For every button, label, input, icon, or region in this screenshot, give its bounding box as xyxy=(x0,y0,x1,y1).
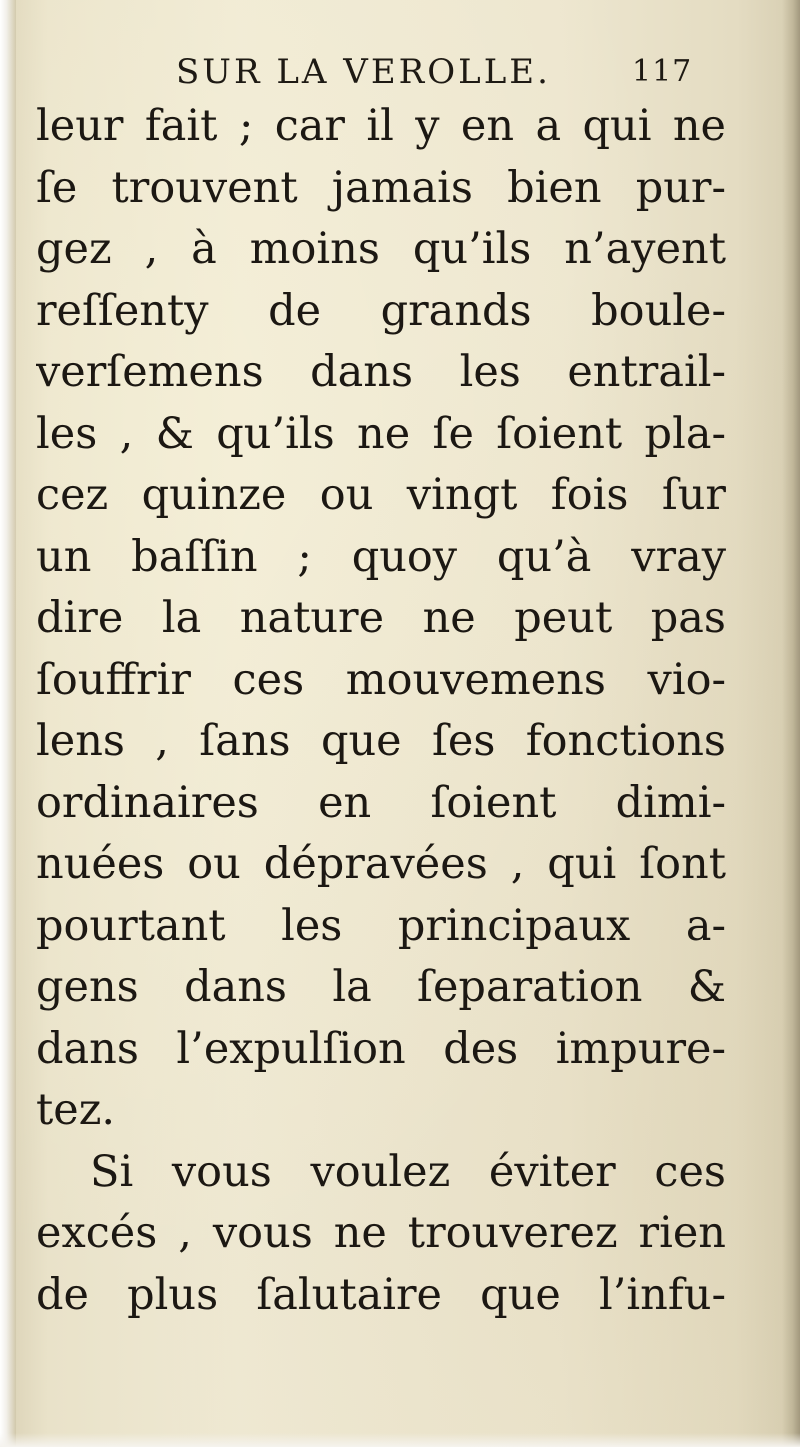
page-bottom-edge xyxy=(0,1433,800,1447)
paragraph-2 xyxy=(36,1142,726,1327)
running-head xyxy=(176,52,736,92)
page-number: 117 xyxy=(632,54,693,89)
text-line: ſouffrir ces mouvemens vio- xyxy=(36,654,726,705)
text-line: cez quinze ou vingt fois ſur xyxy=(36,470,726,520)
text-line: dans l’expulſion des impure- xyxy=(36,1023,726,1074)
text-line: pourtant les principaux a- xyxy=(36,900,726,951)
page-gutter-edge xyxy=(0,0,16,1447)
text-line: reſſenty de grands boule- xyxy=(36,285,726,336)
text-line: verſemens dans les entrail- xyxy=(36,347,726,397)
text-line: dire la nature ne peut pas xyxy=(36,593,726,643)
text-line: ordinaires en ſoient dimi- xyxy=(36,777,726,828)
text-line: gez , à moins qu’ils n’ayent xyxy=(36,224,726,274)
text-line: excés , vous ne trouverez rien xyxy=(36,1208,726,1258)
text-line: leur fait ; car il y en a qui ne xyxy=(36,101,726,151)
page-fore-edge xyxy=(782,0,800,1447)
text-line: tez. xyxy=(36,1085,116,1135)
paragraph-1 xyxy=(36,96,726,1142)
body-text xyxy=(36,96,726,1326)
text-line: gens dans la ſeparation & xyxy=(36,962,726,1012)
text-line: de plus ſalutaire que l’infu- xyxy=(36,1269,726,1320)
text-line: Si vous voulez éviter ces xyxy=(90,1146,726,1197)
running-head-title: SUR LA VEROLLE. xyxy=(176,52,551,92)
text-line: les , & qu’ils ne ſe ſoient pla- xyxy=(36,408,726,459)
text-line: lens , ſans que ſes fonctions xyxy=(36,716,726,766)
text-line: nuées ou dépravées , qui ſont xyxy=(36,839,726,889)
text-line: ſe trouvent jamais bien pur- xyxy=(36,162,726,213)
text-line: un baſſin ; quoy qu’à vray xyxy=(36,531,726,582)
